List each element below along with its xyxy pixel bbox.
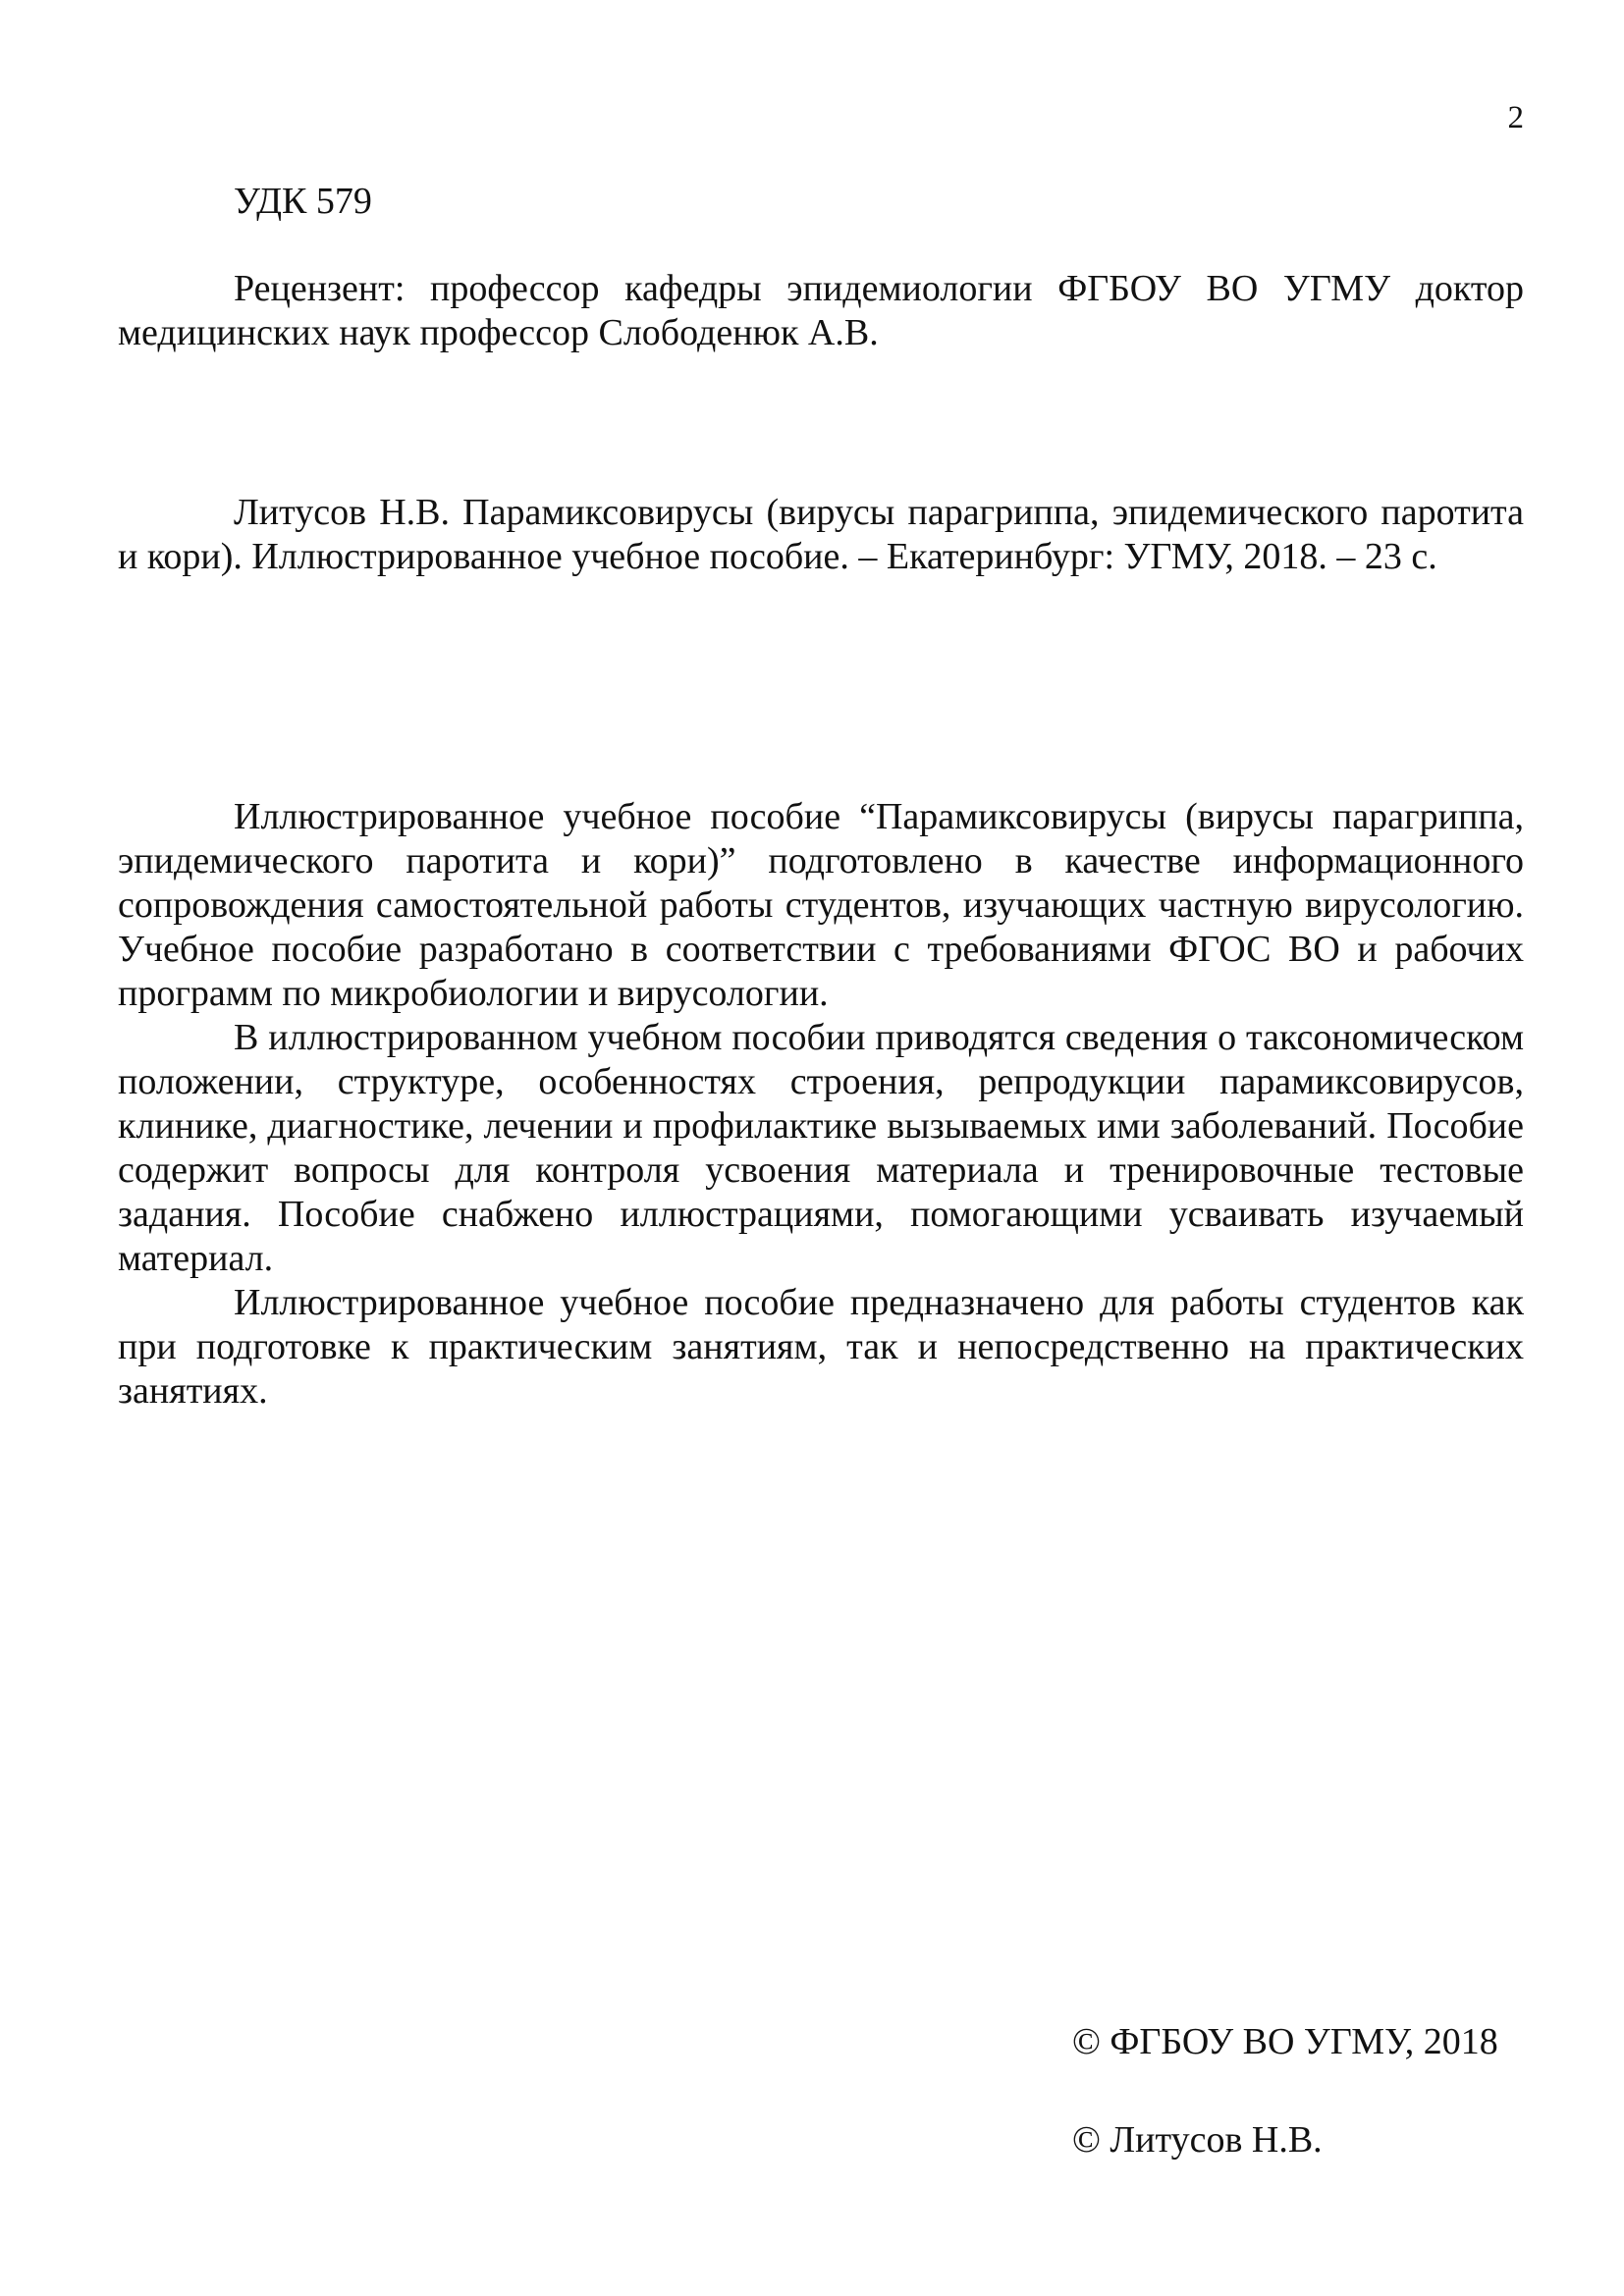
annotation-paragraph: В иллюстрированном учебном пособии приводятся сведения о таксономическом положении, структуре, особенностях строения, репродукции парамиксовирусов, клинике, диагностике, лечении и профилактике вызываемых ими заболеваний. Пособие содержит вопросы для контроля усвоения материала и тренировочные тестовые задания. Пособие снабжено иллюстрациями, помогающими усваивать изучаемый материал. bbox=[118, 1017, 1524, 1279]
annotation-paragraph: Иллюстрированное учебное пособие “Парамиксовирусы (вирусы парагриппа, эпидемического паротита и кори)” подготовлено в качестве информационного сопровождения самостоятельной работы студентов, изучающих частную вирусологию. Учебное пособие разработано в соответствии с требованиями ФГОС ВО и рабочих программ по микробиологии и вирусологии. bbox=[118, 796, 1524, 1014]
annotation-paragraph: Иллюстрированное учебное пособие предназначено для работы студентов как при подготовке к практическим занятиям, так и непосредственно на практических занятиях. bbox=[118, 1282, 1524, 1412]
copyright-author: © Литусов Н.В. bbox=[1072, 2119, 1323, 2161]
bibliographic-citation bbox=[118, 491, 1524, 579]
citation-text: Литусов Н.В. Парамиксовирусы (вирусы парагриппа, эпидемического паротита и кори). Иллюстрированное учебное пособие. – Екатеринбург: УГМУ, 2018. – 23 с. bbox=[118, 492, 1524, 577]
page-number: 2 bbox=[1507, 100, 1524, 135]
annotation-section bbox=[118, 795, 1524, 1414]
reviewer-section bbox=[118, 267, 1524, 355]
reviewer-text: Рецензент: профессор кафедры эпидемиологии ФГБОУ ВО УГМУ доктор медицинских наук профессор Слободенюк А.В. bbox=[118, 268, 1524, 353]
copyright-organization: © ФГБОУ ВО УГМУ, 2018 bbox=[1072, 2021, 1498, 2062]
udk-classification: УДК 579 bbox=[234, 181, 372, 222]
